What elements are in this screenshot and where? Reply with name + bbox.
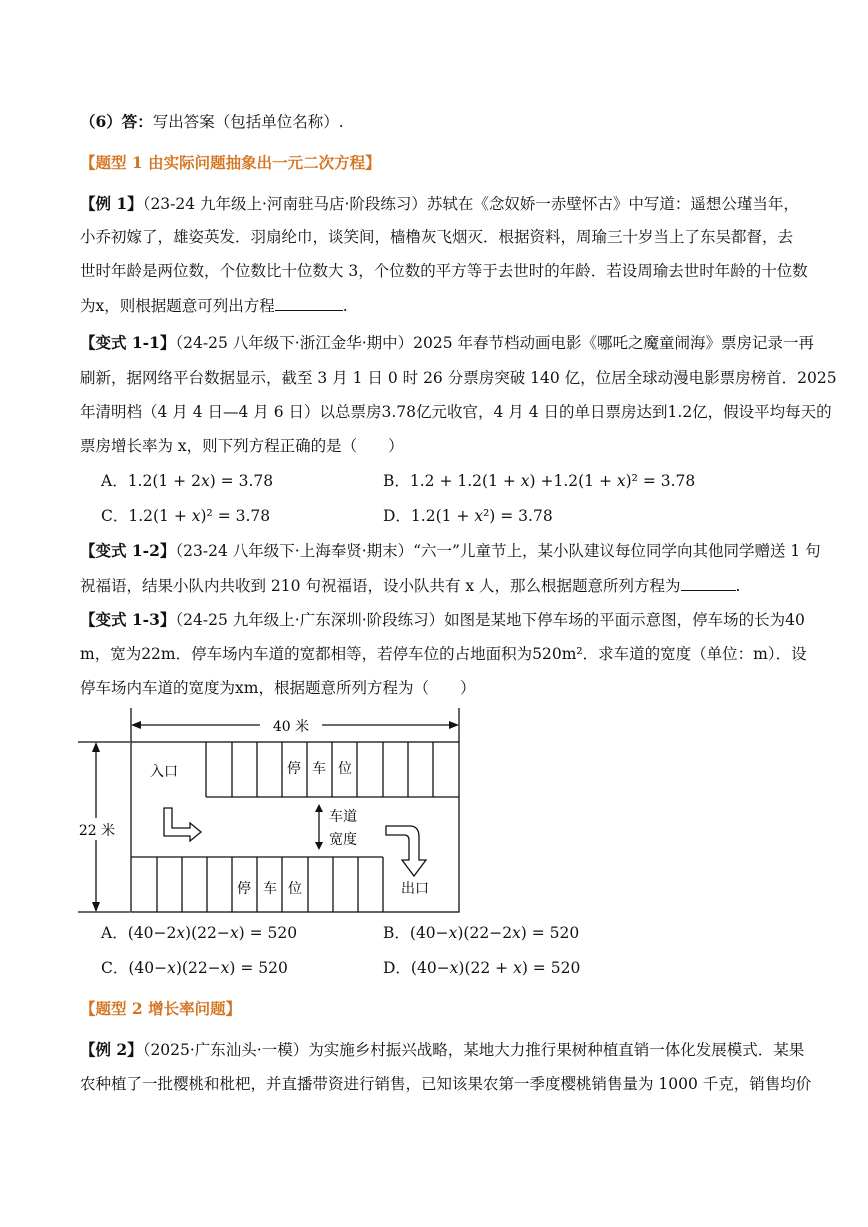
ex1-line1 [80,193,799,215]
ex1-line3: 世时年龄是两位数，个位数比十位数大 3，个位数的平方等于去世时的年龄．若设周瑜去世时年龄的十位数 [80,262,808,280]
v13-line1 [80,609,805,631]
ex1-tag: 【例 1】 [80,194,143,213]
type1-heading: 【题型 1 由实际问题抽象出一元二次方程】 [80,153,381,172]
height-label: 22 米 [78,823,116,839]
v11-option-b: B．1.2 + 1.2(1 + 𝑥) +1.2(1 + 𝑥)² = 3.78 [383,472,696,490]
park-bottom-3: 位 [288,881,302,897]
v13-line2: m，宽为22m．停车场内车道的宽都相等，若停车位的占地面积为520m²．求车道的宽度（单位：m）．设 [80,645,807,663]
v12-text2: 祝福语，结果小队内共收到 210 句祝福语，设小队共有 x 人，那么根据题意所列方程为 [80,577,681,595]
ex1-answer-blank [275,294,343,311]
exit-arrow-icon [386,826,426,876]
v13-text1: （24-25 九年级上·广东深圳·阶段练习）如图是某地下停车场的平面示意图，停车场的长为40 [175,611,805,629]
v11-line3: 年清明档（4 月 4 日—4 月 6 日）以总票房3.78亿元收官，4 月 4 日的单日票房达到1.2亿，假设平均每天的 [80,403,832,421]
v13-option-a: A．(40−2𝑥)(22−𝑥) = 520 [101,924,298,942]
v13-option-d: D．(40−𝑥)(22 + 𝑥) = 520 [383,959,581,977]
parking-lot-diagram [0,700,868,920]
v13-option-b: B．(40−𝑥)(22−2𝑥) = 520 [383,924,580,942]
ex2-text1: （2025·广东汕头·一模）为实施乡村振兴战略，某地大力推行果树种植直销一体化发展模式．某果 [142,1041,805,1059]
step6-text: 写出答案（包括单位名称）. [152,113,344,131]
width-label: 40 米 [272,719,310,735]
park-top-2: 车 [312,761,326,777]
ex2-line1 [80,1039,804,1061]
ex1-text4-end: . [342,297,348,315]
type2-heading: 【题型 2 增长率问题】 [80,999,242,1018]
v11-option-a: A．1.2(1 + 2𝑥) = 3.78 [101,472,274,490]
v12-text2-end: . [735,577,741,595]
park-bottom-1: 停 [237,881,251,897]
ex1-text1: （23-24 九年级上·河南驻马店·阶段练习）苏轼在《念奴娇一赤壁怀古》中写道：遥想公瑾当年， [142,195,799,213]
lane-label-1: 车道 [329,809,357,825]
entrance-arrow-icon [164,808,201,841]
ex1-line2: 小乔初嫁了，雄姿英发．羽扇纶巾，谈笑间，樯橹灰飞烟灭．根据资料，周瑜三十岁当上了东吴都督，去 [80,228,794,246]
ex2-tag: 【例 2】 [80,1040,143,1059]
v12-line1 [80,540,821,562]
v11-option-d: D．1.2(1 + 𝑥²) = 3.78 [383,507,553,525]
exit-label: 出口 [401,881,429,897]
v12-text1: （23-24 八年级下·上海奉贤·期末）“六一”儿童节上，某小队建议每位同学向其他同学赠送 1 句 [175,542,821,560]
v12-line2 [80,574,740,597]
v11-tag: 【变式 1-1】 [80,333,176,352]
park-top-1: 停 [287,761,301,777]
ex1-line4 [80,294,348,317]
v12-answer-blank [681,574,736,591]
v11-text1: （24-25 八年级下·浙江金华·期中）2025 年春节档动画电影《哪吒之魔童闹海》票房记录一再 [175,334,814,352]
step6-line [80,111,344,133]
v11-line2: 刷新，据网络平台数据显示，截至 3 月 1 日 0 时 26 分票房突破 140 亿，位居全球动漫电影票房榜首．2025 [80,369,837,387]
lane-label-2: 宽度 [329,832,357,848]
step6-label: （6）答： [80,112,153,131]
entrance-label: 入口 [150,764,178,780]
ex2-line2: 农种植了一批樱桃和枇杷，并直播带资进行销售，已知该果农第一季度樱桃销售量为 1000 千克，销售均价 [80,1075,812,1093]
v11-option-c: C．1.2(1 + 𝑥)² = 3.78 [101,507,271,525]
v11-line4: 票房增长率为 x，则下列方程正确的是（ ） [80,437,404,455]
v11-line1 [80,332,814,354]
v13-line3: 停车场内车道的宽度为xm，根据题意所列方程为（ ） [80,679,476,697]
v12-tag: 【变式 1-2】 [80,541,176,560]
v13-tag: 【变式 1-3】 [80,610,176,629]
ex1-text4: 为x，则根据题意可列出方程 [80,297,275,315]
park-top-3: 位 [338,761,352,777]
v13-option-c: C．(40−𝑥)(22−𝑥) = 520 [101,959,288,977]
park-bottom-2: 车 [263,881,277,897]
